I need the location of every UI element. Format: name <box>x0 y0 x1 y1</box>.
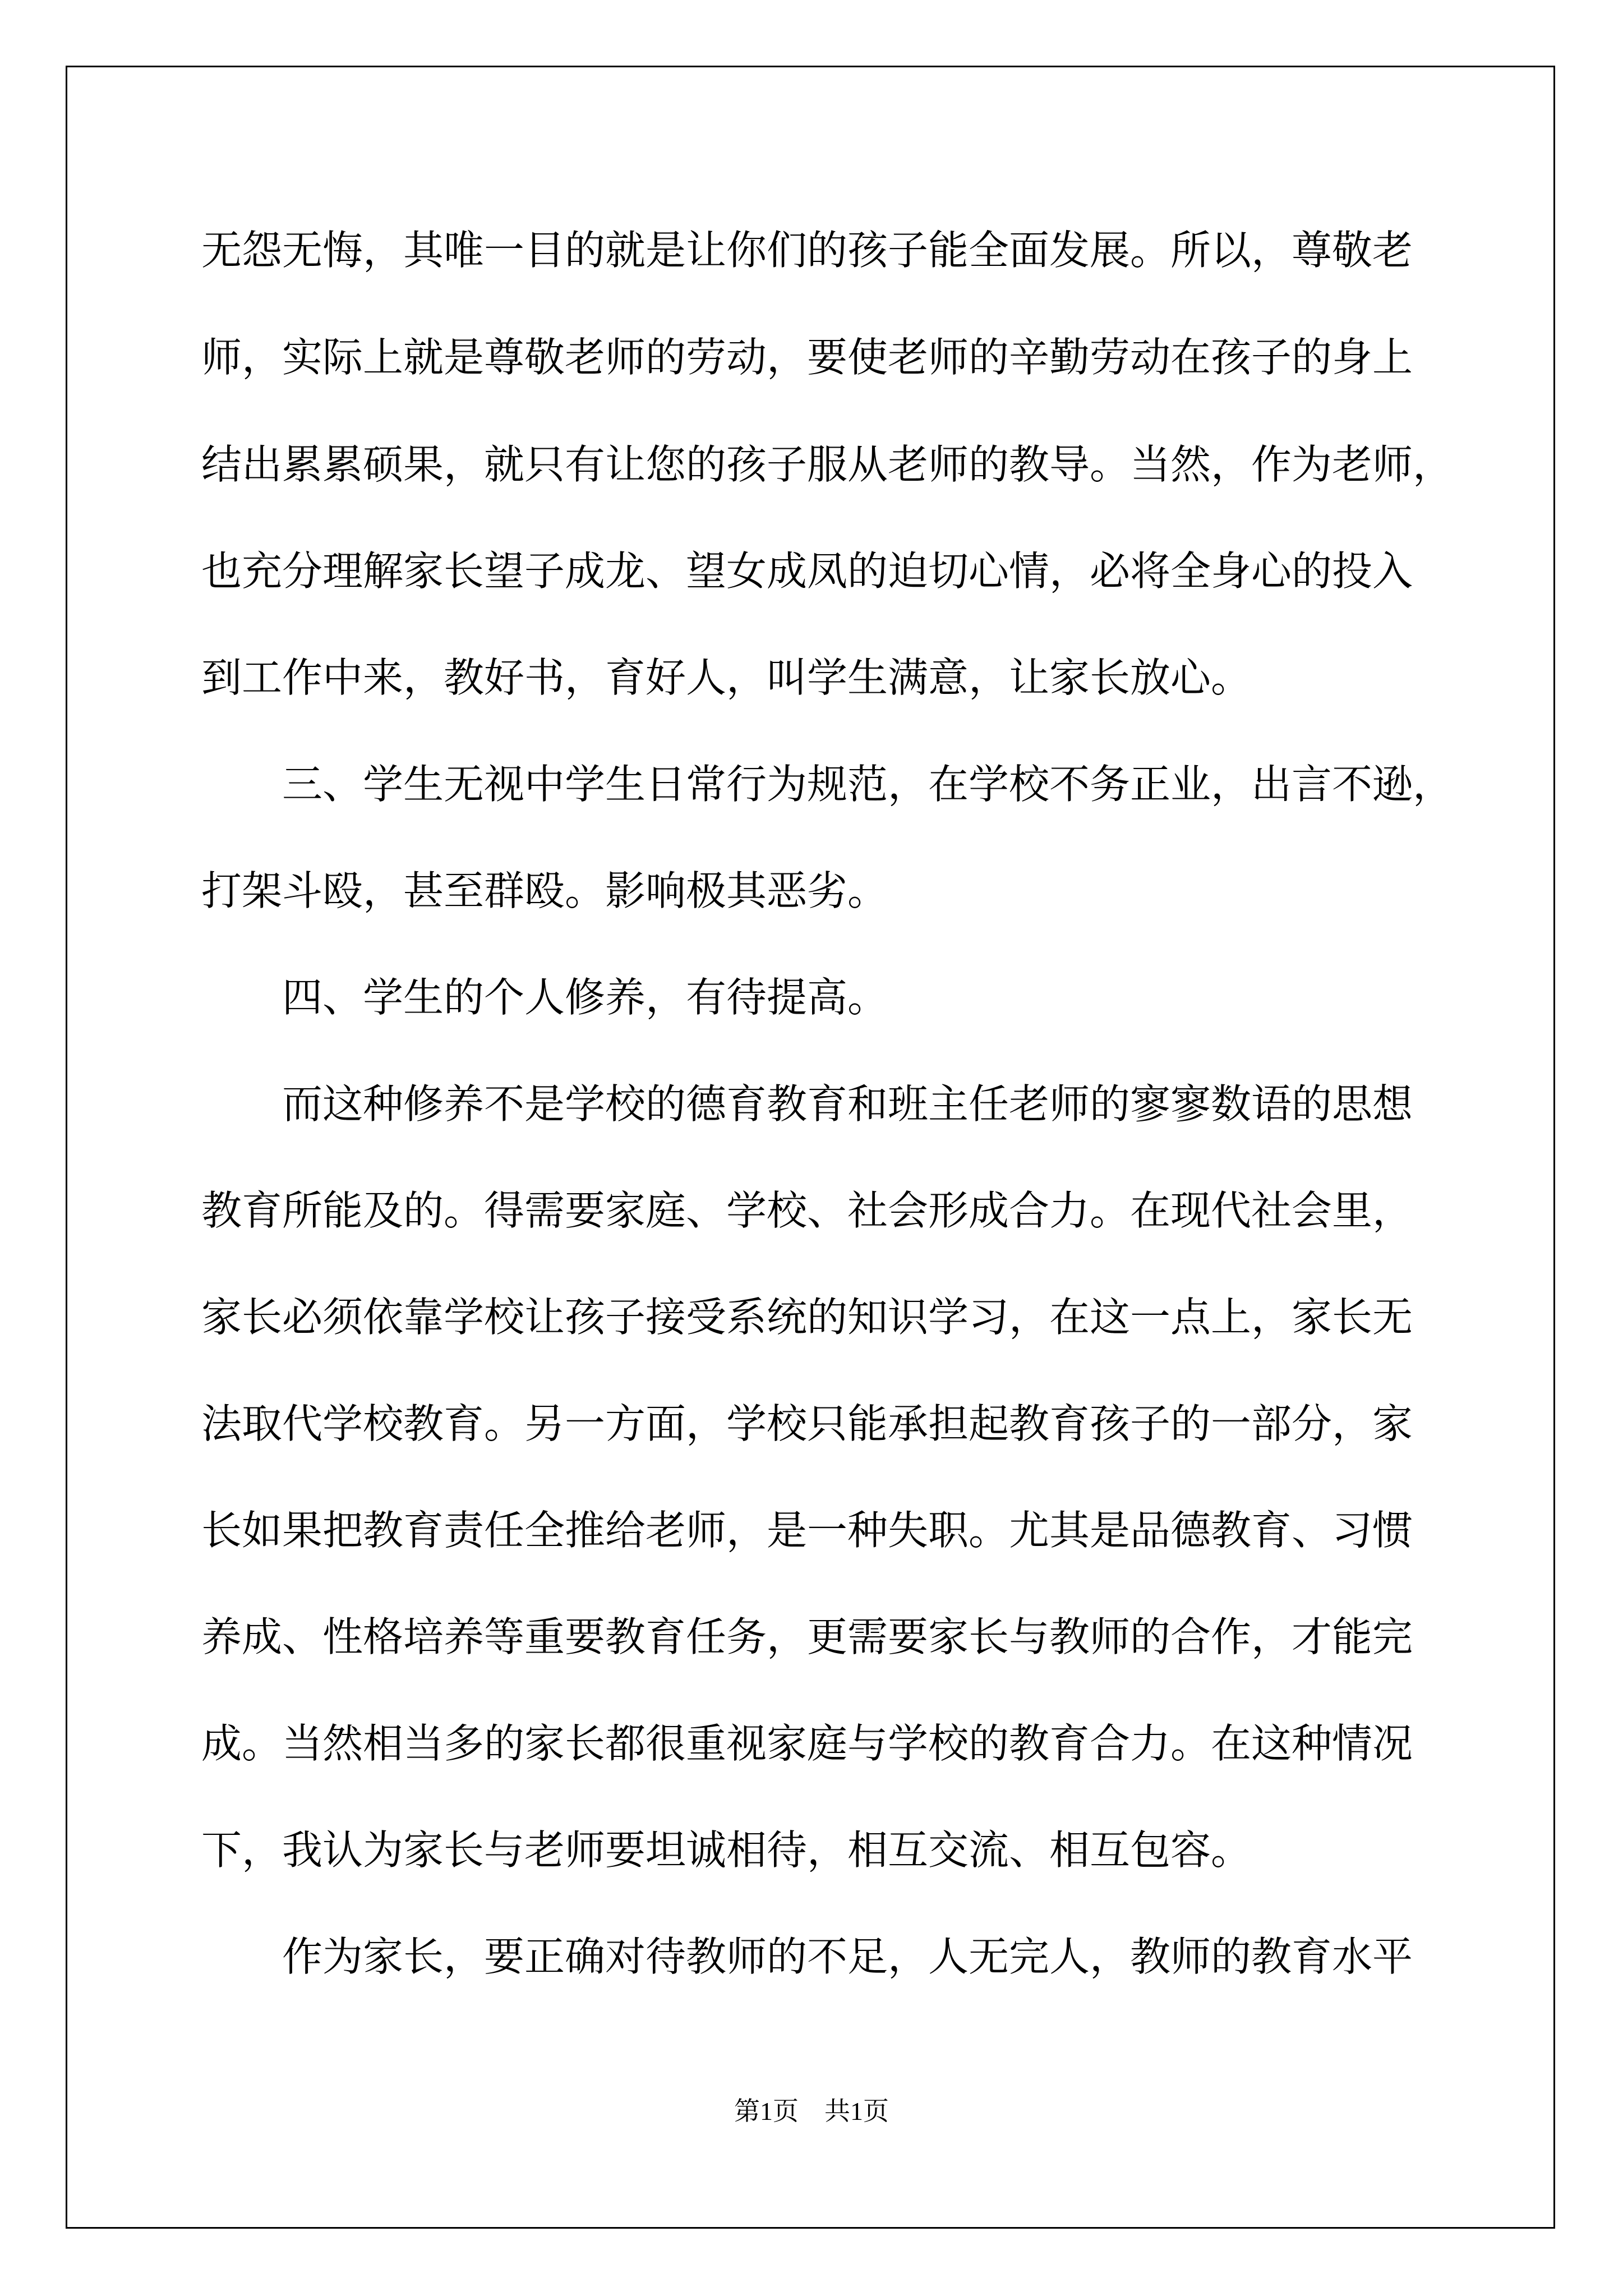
body-line: 而这种修养不是学校的德育教育和班主任老师的寥寥数语的思想 <box>201 1080 1413 1128</box>
body-line: 作为家长，要正确对待教师的不足，人无完人，教师的教育水平 <box>201 1933 1413 1980</box>
body-line: 四、学生的个人修养，有待提高。 <box>201 974 888 1021</box>
body-line: 无怨无悔，其唯一目的就是让你们的孩子能全面发展。所以，尊敬老 <box>201 227 1413 274</box>
body-line: 师，实际上就是尊敬老师的劳动，要使老师的辛勤劳动在孩子的身上 <box>201 334 1413 381</box>
body-line: 打架斗殴，甚至群殴。影响极其恶劣。 <box>201 867 888 914</box>
body-line: 养成、性格培养等重要教育任务，更需要家长与教师的合作，才能完 <box>201 1613 1413 1660</box>
body-line: 到工作中来，教好书，育好人，叫学生满意，让家长放心。 <box>201 654 1252 701</box>
body-line: 也充分理解家长望子成龙、望女成凤的迫切心情，必将全身心的投入 <box>201 547 1413 595</box>
body-line: 家长必须依靠学校让孩子接受系统的知识学习，在这一点上，家长无 <box>201 1294 1413 1341</box>
body-line: 成。当然相当多的家长都很重视家庭与学校的教育合力。在这种情况 <box>201 1720 1413 1767</box>
body-line: 结出累累硕果，就只有让您的孩子服从老师的教导。当然，作为老师， <box>201 441 1454 488</box>
body-line: 教育所能及的。得需要家庭、学校、社会形成合力。在现代社会里， <box>201 1187 1413 1234</box>
page-number-footer: 第1页 共1页 <box>734 2097 889 2125</box>
body-line: 法取代学校教育。另一方面，学校只能承担起教育孩子的一部分，家 <box>201 1400 1413 1447</box>
body-line: 三、学生无视中学生日常行为规范，在学校不务正业，出言不逊， <box>201 761 1454 808</box>
body-line: 长如果把教育责任全推给老师，是一种失职。尤其是品德教育、习惯 <box>201 1507 1413 1554</box>
body-line: 下，我认为家长与老师要坦诚相待，相互交流、相互包容。 <box>201 1826 1252 1874</box>
